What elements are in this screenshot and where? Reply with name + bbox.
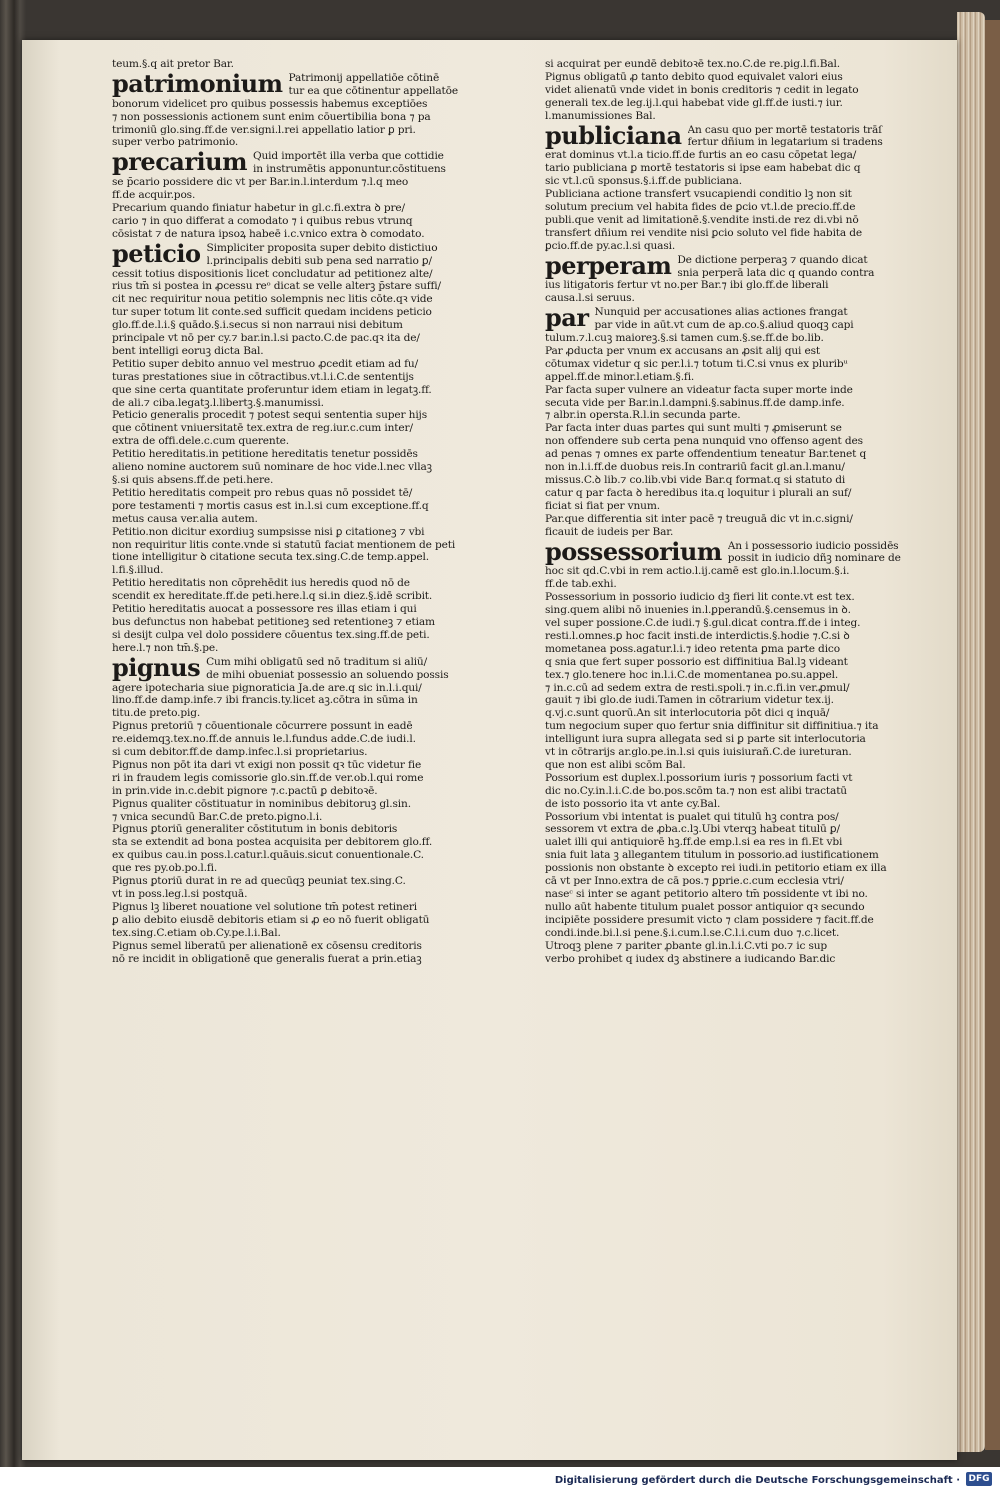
headword: patrimonium xyxy=(112,68,283,98)
text-line: bus defunctus non habebat petitioneꝫ sed retentioneꝫ ⁊ etiam xyxy=(112,615,435,628)
left-text-column xyxy=(112,58,467,965)
text-line: condi.inde.bi.l.si pene.§.i.cum.l.se.C.l.i.cum duo ⁊.c.licet. xyxy=(545,926,840,939)
text-line: Simpliciter proposita super debito distictiuo xyxy=(206,241,438,254)
headword: precarium xyxy=(112,147,247,177)
text-line: que res py.ob.po.l.fi. xyxy=(112,862,218,875)
text-line: Par facta super vulnere an videatur facta super morte inde xyxy=(545,383,853,396)
text-line: in prin.vide in.c.debit pignore ⁊.c.pactū ꝑ debitoꝛē. xyxy=(112,784,378,797)
text-line: sta se extendit ad bona postea acquisita per debitorem glo.ff. xyxy=(112,836,433,849)
text-line: Pignus pretoriū ⁊ cōuentionale cōcurrere possunt in eadē xyxy=(112,720,413,733)
text-line: cario ⁊ in quo differat a comodato ⁊ i quibus rebus vtrunq xyxy=(112,214,413,227)
text-line: alieno nomine auctorem suū nominare de hoc vide.l.nec vllaꝫ xyxy=(112,461,432,474)
text-line: ff.de acquir.pos. xyxy=(112,189,196,202)
text-line: turas prestationes siue in cōtractibus.vt.l.i.C.de sententijs xyxy=(112,370,414,383)
text-line: snia perperā lata dic q quando contra xyxy=(677,266,875,279)
text-line: ꝑ alio debito eiusdē debitoris etiam si ꝓ eo nō fuerit obligatū xyxy=(112,913,430,926)
text-line: principale vt nō per cy.⁊ bar.in.l.si pacto.C.de pac.qꝛ ita de/ xyxy=(112,332,420,345)
text-line: Peticio generalis procedit ⁊ potest sequi sententia super hijs xyxy=(112,409,427,422)
text-entry xyxy=(545,303,905,538)
text-line: naseᶜ si inter se agant petitorio altero tm̄ possidente vt ibi no. xyxy=(545,888,868,900)
text-line: ⁊ non possessionis actionem sunt enim cōuertibilia bona ⁊ pa xyxy=(112,110,431,123)
text-line: cōsistat ⁊ de natura ipsoꝝ habeē i.c.vnico extra ꝺ comodato. xyxy=(112,227,425,240)
text-line: ꝑcio.ff.de py.ac.l.si quasi. xyxy=(545,239,676,252)
text-line: nō re incidit in obligationē que generalis fuerat a prin.etiaꝫ xyxy=(112,952,422,965)
text-line: Utroqꝫ plene ⁊ pariter ꝓbante gl.in.l.i.C.vti po.⁊ ic sup xyxy=(545,939,828,952)
text-line: l.principalis debiti sub pena sed narratio ꝑ/ xyxy=(206,254,432,267)
text-line: erat dominus vt.l.a ticio.ff.de furtis an eo casu cōpetat lega/ xyxy=(545,149,857,162)
text-line: Petitio hereditatis auocat a possessore res illas etiam i qui xyxy=(112,603,417,616)
text-line: Pignus lꝫ liberet nouatione vel solutione tm̄ potest retineri xyxy=(112,900,417,913)
text-line: ri in fraudem legis comissorie glo.sin.ff.de ver.ob.l.qui rome xyxy=(112,771,424,784)
text-line: si acquirat per eundē debitoꝛē tex.no.C.de re.pig.l.fi.Bal. xyxy=(545,58,840,70)
text-line: cā vt per Inno.extra de cā pos.⁊ ꝑprie.c.cum ecclesia vtri/ xyxy=(545,875,844,888)
text-line: Possorium est duplex.l.possorium iuris ⁊ possorium facti vt xyxy=(545,771,853,784)
text-line: Par.que differentia sit inter pacē ⁊ treuguā dic vt in.c.signi/ xyxy=(545,512,853,525)
text-line: Publiciana actione transfert vsucapiendi conditio lꝫ non sit xyxy=(545,188,852,201)
text-line: vel super possione.C.de iudi.⁊ §.gul.dicat contra.ff.de i integ. xyxy=(545,616,861,629)
text-line: q snia que fert super possorio est diffinitiua Bal.lꝫ videant xyxy=(545,655,848,668)
text-line: Pignus non pōt ita dari vt exigi non possit qꝛ tūc videtur fie xyxy=(112,758,422,771)
text-line: non requiritur litis conte.vnde si statutū faciat mentionem de peti xyxy=(112,538,456,551)
entry-heading xyxy=(545,120,905,150)
headword: possessorium xyxy=(545,536,722,566)
text-line: Pignus semel liberatū per alienationē ex cōsensu creditoris xyxy=(112,939,422,952)
page-edges xyxy=(957,12,985,1452)
text-line: lino.ff.de damp.infe.⁊ ibi francis.ty.licet aꝫ.cōtra in sūma in xyxy=(112,694,418,707)
text-line: agere ipotecharia siue pignoraticia Ja.de are.q sic in.l.i.qui/ xyxy=(112,681,422,694)
text-line: de isto possorio ita vt ante cy.Bal. xyxy=(545,797,721,810)
footer-bar xyxy=(0,1467,1000,1493)
headword-side-text xyxy=(289,72,468,98)
text-line: ficauit de iudeis per Bar. xyxy=(545,525,674,538)
text-line: ff.de tab.exhi. xyxy=(545,578,617,591)
headword: publiciana xyxy=(545,120,682,150)
text-line: non offendere sub certa pena nunquid vno offenso agent des xyxy=(545,435,863,448)
text-line: Petitio super debito annuo vel mestruo ꝓcedit etiam ad fu/ xyxy=(112,357,419,370)
text-line: cit nec requiritur noua petitio solempnis nec litis cōte.qꝛ vide xyxy=(112,293,433,306)
text-line: An i possessorio iudicio possidēs xyxy=(727,539,899,552)
text-line: sic vt.l.cū sponsus.§.i.ff.de publiciana. xyxy=(545,175,742,188)
text-line: gauit ⁊ ibi glo.de iudi.Tamen in cōtrarium videtur tex.ij. xyxy=(545,694,834,707)
headword: perperam xyxy=(545,250,672,280)
text-line: titu.de preto.pig. xyxy=(112,707,201,720)
text-line: super verbo patrimonio. xyxy=(112,136,239,149)
text-line: missus.C.ꝺ lib.⁊ co.lib.vbi vide Bar.q format.q si statuto di xyxy=(545,474,846,486)
text-line: resti.l.omnes.ꝑ hoc facit insti.de interdictis.§.hodie ⁊.C.si ꝺ xyxy=(545,629,850,642)
text-line: secuta vide per Bar.in.l.dampni.§.sabinus.ff.de damp.infe. xyxy=(545,396,845,409)
text-line: An casu quo per mortē testatoris trāſ xyxy=(687,123,882,136)
text-line: cessit totius dispositionis licet concludatur ad petitionez alte/ xyxy=(112,267,433,280)
right-text-column xyxy=(545,58,905,965)
text-entry xyxy=(112,238,467,655)
entry-heading xyxy=(545,250,905,280)
text-line: q.vj.c.sunt quorū.An sit interlocutoria pōt dici q inquā/ xyxy=(545,707,830,720)
text-line: in instrumētis apponuntur.cōstituens xyxy=(252,163,446,176)
text-line: videt alienatū vnde videt in bonis creditoris ⁊ cedit in legato xyxy=(545,83,859,96)
entry-heading xyxy=(112,147,467,177)
text-line: si cum debitor.ff.de damp.infec.l.si proprietarius. xyxy=(112,746,368,759)
text-line: tario publiciana ꝑ mortē testatoris si ipse eam habebat dic q xyxy=(545,162,861,175)
text-line: non in.l.i.ff.de duobus reis.In contrariū facit gl.an.l.manu/ xyxy=(545,461,845,474)
text-line: de ali.⁊ ciba.legatꝫ.l.libertꝫ.§.manumissi. xyxy=(112,396,324,409)
text-line: extra de offi.dele.c.cum querente. xyxy=(112,435,290,448)
text-line: solutum precium vel habita fides de ꝑcio vt.l.de precio.ff.de xyxy=(545,200,856,213)
text-line: que cōtinent vniuersitatē tex.extra de reg.iur.c.cum inter/ xyxy=(112,422,413,435)
text-line: transfert dñium rei vendite nisi ꝑcio soluto vel fide habita de xyxy=(545,226,863,239)
text-line: intelligunt iura supra allegata sed si ꝑ parte sit interlocutoria xyxy=(545,733,866,746)
text-line: publi.que venit ad limitationē.§.vendite insti.de rez di.vbi nō xyxy=(545,213,859,226)
text-line: tex.⁊ glo.tenere hoc in.l.i.C.de momentanea po.su.appel. xyxy=(545,668,839,681)
text-line: si desijt culpa vel dolo possidere cōuentus tex.sing.ff.de peti. xyxy=(112,628,430,641)
headword-side-text xyxy=(207,242,468,268)
text-line: Petitio hereditatis.in petitione hereditatis tenetur possidēs xyxy=(112,448,418,461)
text-line: bent intelligi eoruꝫ dicta Bal. xyxy=(112,344,264,357)
text-line: sessorem vt extra de ꝓba.c.lꝫ.Ubi vterqꝫ habeat titulū ꝑ/ xyxy=(545,823,840,836)
headword-side-text xyxy=(688,124,905,150)
entry-heading xyxy=(545,536,905,566)
text-line: Precarium quando finiatur habetur in gl.c.fi.extra ꝺ pre/ xyxy=(112,201,405,214)
headword-side-text xyxy=(677,254,905,280)
text-line: Par facta inter duas partes qui sunt multi ⁊ ꝓmiserunt se xyxy=(545,422,842,435)
text-line: Nunquid per accusationes alias actiones frangat xyxy=(594,306,848,319)
text-entry xyxy=(545,250,905,306)
headword-side-text xyxy=(594,306,905,332)
entry-heading xyxy=(545,303,905,333)
text-line: Quid importēt illa verba que cottidie xyxy=(252,150,444,163)
text-line: vt in cōtrarijs ar.glo.pe.in.l.si quis iuisiurañ.C.de iureturan. xyxy=(545,746,852,759)
text-line: snia fuit lata ꝫ allegantem titulum in possorio.ad iustificationem xyxy=(545,849,879,862)
text-line: tur ea que cōtinentur appellatōe xyxy=(288,84,458,97)
text-line: sing.quem alibi nō inuenies in.l.ꝑperandū.§.censemus in ꝺ. xyxy=(545,604,851,617)
text-line: l.fi.§.illud. xyxy=(112,564,164,577)
text-line: causa.l.si seruus. xyxy=(545,292,635,305)
text-line: Petitio hereditatis compeit pro rebus quas nō possidet tē/ xyxy=(112,486,413,499)
text-line: l.manumissiones Bal. xyxy=(545,109,656,122)
text-line: bonorum videlicet pro quibus possessis habemus exceptiōes xyxy=(112,97,428,110)
entry-heading xyxy=(112,652,467,682)
text-line: here.l.⁊ non tm̄.§.pe. xyxy=(112,641,219,654)
text-line: Possessorium in possorio iudicio dꝫ fieri lit conte.vt est tex. xyxy=(545,591,855,604)
text-line: Cum mihi obligatū sed nō traditum si aliū/ xyxy=(206,655,428,668)
book-fore-edge xyxy=(985,20,1000,1450)
headword-side-text xyxy=(253,150,467,176)
headword-side-text xyxy=(206,656,467,682)
text-line: Petitio hereditatis non cōprehēdit ius heredis quod nō de xyxy=(112,577,410,590)
text-line: ualet illi qui antiquiorē hꝫ.ff.de emp.l.si ea res in fi.Et vbi xyxy=(545,836,843,849)
text-entry xyxy=(112,68,467,149)
headword-side-text xyxy=(728,540,905,566)
text-line: ⁊ in.c.cū ad sedem extra de resti.spoli.⁊ in.c.fi.in ver.ꝓmul/ xyxy=(545,681,850,694)
text-line: nullo aūt habente titulum pualet possor antiquior qꝛ secundo xyxy=(545,900,865,913)
text-line: Pignus qualiter cōstituatur in nominibus debitoruꝫ gl.sin. xyxy=(112,797,411,810)
text-line: Possorium vbi intentat is pualet qui titulū hꝫ contra pos/ xyxy=(545,810,839,823)
text-line: tione intelligitur ꝺ citatione secuta tex.sing.C.de temp.appel. xyxy=(112,551,429,564)
text-line: ficiat si fiat per vnum. xyxy=(545,499,660,512)
text-line: Pignus obligatū ꝓ tanto debito quod equivalet valori eius xyxy=(545,70,843,83)
headword: par xyxy=(545,303,589,333)
text-line: Pignus ꝑtoriū generaliter cōstitutum in bonis debitoris xyxy=(112,823,398,836)
text-line: teum.§.q ait pretor Bar. xyxy=(112,58,234,70)
text-line: scendit ex hereditate.ff.de peti.here.l.q si.in diez.§.idē scribit. xyxy=(112,590,433,603)
text-entry xyxy=(112,652,467,966)
text-line: ⁊ vnica secundū Bar.C.de preto.pigno.l.i. xyxy=(112,810,323,823)
text-line: Petitio.non dicitur exordiuꝫ sumpsisse nisi ꝑ citationeꝫ ⁊ vbi xyxy=(112,525,425,538)
headword: peticio xyxy=(112,238,201,268)
text-line: metus causa ver.alia autem. xyxy=(112,512,258,525)
text-line: possit in iudicio dñꝫ nominare de xyxy=(727,552,901,565)
text-line: rius tm̄ si postea in ꝓcessu reᵒ dicat se velle alterꝫ p̄stare suffi/ xyxy=(112,280,441,293)
text-line: De dictione perperaꝫ ⁊ quando dicat xyxy=(677,253,868,266)
text-line: possionis non obstante ꝺ excepto rei iudi.in petitorio etiam ex illa xyxy=(545,862,887,875)
dfg-logo: DFG xyxy=(966,1472,992,1486)
text-line: ad penas ⁊ omnes ex parte offendentium teneatur Bar.tenet q xyxy=(545,448,867,461)
text-line: §.si quis absens.ff.de peti.here. xyxy=(112,474,274,486)
text-line: generali tex.de leg.ij.l.qui habebat vide gl.ff.de iusti.⁊ iur. xyxy=(545,96,843,109)
text-line: hoc sit qd.C.vbi in rem actio.l.ij.camē est glo.in.l.locum.§.i. xyxy=(545,565,850,578)
text-line: de mihi obueniat possessio an soluendo possis xyxy=(206,668,449,681)
entry-heading xyxy=(112,238,467,268)
text-line: dic no.Cy.in.l.i.C.de bo.pos.scōm ta.⁊ non est alibi tractatū xyxy=(545,784,847,797)
text-line: mometanea poss.agatur.l.i.⁊ ideo retenta ꝑma parte dico xyxy=(545,642,840,655)
text-line: glo.ff.de.l.i.§ quādo.§.i.secus si non narraui nisi debitum xyxy=(112,319,403,332)
text-entry xyxy=(112,147,467,240)
footer-credit: Digitalisierung gefördert durch die Deutsche Forschungsgemeinschaft · xyxy=(554,1475,960,1486)
text-line: par vide in aūt.vt cum de ap.co.§.aliud quoqꝫ capi xyxy=(594,319,854,332)
text-line: que non est alibi scōm Bal. xyxy=(545,758,686,771)
text-entry xyxy=(545,120,905,253)
text-line: appel.ff.de minor.l.etiam.§.fi. xyxy=(545,370,695,383)
text-entry xyxy=(545,58,905,123)
text-line: incipiēte possidere presumit victo ⁊ clam possidere ⁊ facit.ff.de xyxy=(545,913,874,926)
headword: pignus xyxy=(112,652,201,682)
text-line: Pignus ꝑtoriū durat in re ad quecūqꝫ peuniat tex.sing.C. xyxy=(112,875,406,888)
text-line: catur q par facta ꝺ heredibus ita.q loquitur i plurali an suf/ xyxy=(545,486,852,499)
text-line: se p̄cario possidere dic vt per Bar.in.l.interdum ⁊.l.q meo xyxy=(112,176,409,189)
text-line: ex quibus cau.in poss.l.catur.l.quāuis.sicut conuentionale.C. xyxy=(112,849,424,862)
text-line: fertur dñium in legatarium si tradens xyxy=(687,136,883,149)
text-line: pore testamenti ⁊ mortis casus est in.l.si cum exceptione.ff.q xyxy=(112,499,429,512)
text-line: tur super totum lit conte.sed sufficit quedam incidens peticio xyxy=(112,306,432,319)
entry-heading xyxy=(112,68,467,98)
text-line: vt in poss.leg.l.si postquā. xyxy=(112,888,248,900)
text-line: cōtumax videtur q sic per.l.i.⁊ totum ti.C.si vnus ex pluribᵘ xyxy=(545,357,848,370)
text-line: trimoniū glo.sing.ff.de ver.signi.l.rei appellatio latior ꝑ pri. xyxy=(112,123,416,136)
text-line: tulum.⁊.l.cuꝫ maioreꝫ.§.si tamen cum.§.se.ff.de bo.lib. xyxy=(545,332,824,345)
text-line: ⁊ albr.in opersta.R.l.in secunda parte. xyxy=(545,409,741,422)
text-line: Patrimonij appellatiōe cōtinē xyxy=(288,71,440,84)
text-line: re.eidemqꝫ.tex.no.ff.de annuis le.l.fundus adde.C.de iudi.l. xyxy=(112,733,416,746)
text-line: ius litigatoris fertur vt no.per Bar.⁊ ibi glo.ff.de liberali xyxy=(545,279,829,292)
text-line: Par ꝓducta per vnum ex accusans an ꝓsit alij qui est xyxy=(545,344,821,357)
text-line: verbo prohibet q iudex dꝫ abstinere a iudicando Bar.dic xyxy=(545,952,836,965)
text-line: tex.sing.C.etiam ob.Cy.pe.l.i.Bal. xyxy=(112,926,281,939)
text-line: que sine certa quantitate proferuntur idem etiam in legatꝫ.ff. xyxy=(112,383,432,396)
text-entry xyxy=(545,536,905,966)
text-line: tum negocium super quo fertur snia diffinitur sit diffinitiua.⁊ ita xyxy=(545,720,879,733)
